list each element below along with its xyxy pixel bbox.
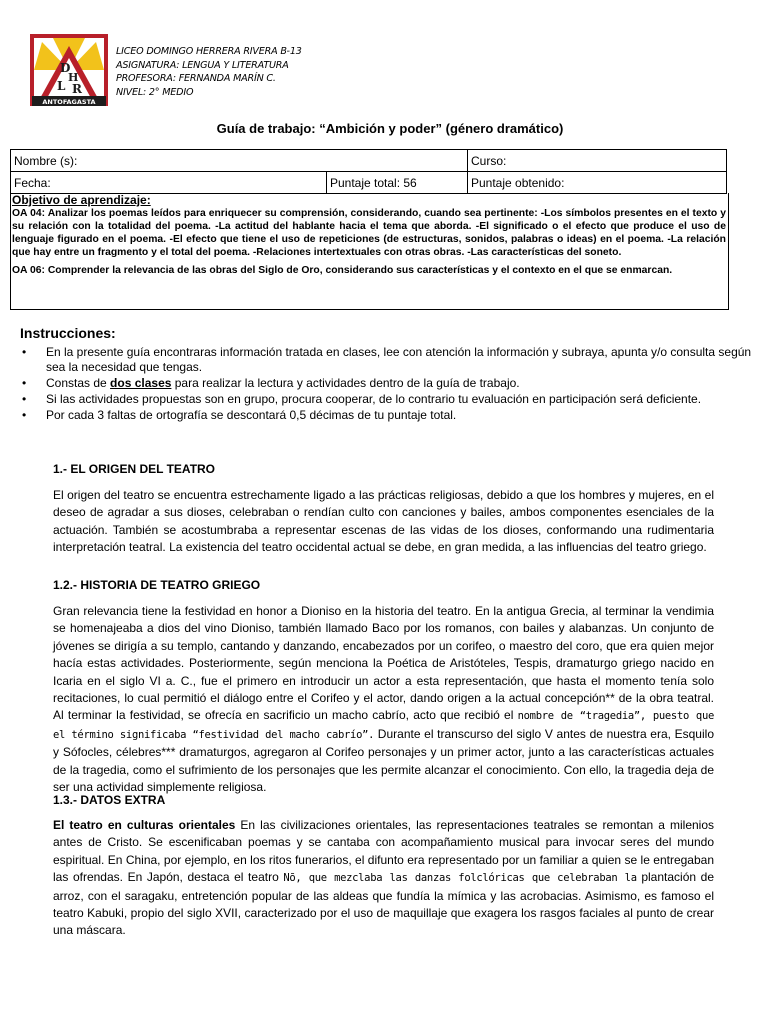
teacher: PROFESORA: FERNANDA MARÍN C. bbox=[116, 73, 276, 84]
greek-text-part: Gran relevancia tiene la festividad en honor a Dioniso en la historia del teatro. En la antigua Grecia, al terminar la vendimia se homenajeaba a dios del vino Dioniso, también llamado Baco por los romanos, con bailes y alabanzas. Un conjunto de jóvenes se dirigía a su templo, cantando y danzando, encabezados por un corifeo, o maestro del coro, que era quien mejor hacía estas actividades. Posteriormente, según menciona la Poética de Aristóteles, Tespis, dramaturgo griego nacido en Icaria en el siglo VI a. C., fue el primero en introducir un actor a esta representación, que hasta el momento tenía solo recitaciones, lo cual permitió el diálogo entre el Corifeo y el actor, dando origen a la actual concepción** de la obra teatral. Al terminar la festividad, se ofrecía en sacrificio un macho cabrío, acto que recibió el bbox=[53, 604, 714, 723]
bullet-icon: • bbox=[22, 407, 27, 422]
instruction-emphasis: dos clases bbox=[110, 375, 172, 390]
logo-letter-l: L bbox=[57, 79, 66, 93]
instruction-text: En la presente guía encontraras información tratada en clases, lee con atención la información y subraya, apunta y/o consulta según sea la necesidad que tengas. bbox=[46, 345, 752, 374]
extra-text-part: En las civilizaciones orientales, las representaciones teatrales se remontan a milenios antes de Cristo. Se escenificaban poemas y se cantaba con acompañamiento musical para invocar seres del mundo espiritual. En China, por ejemplo, en los ritos funerarios, el difunto era representado por un familiar a quien se le entregaban las ofrendas. En Japón, destaca el teatro bbox=[53, 818, 715, 885]
objective-oa06: OA 06: Comprender la relevancia de las obras del Siglo de Oro, considerando sus características y el contexto en el que se enmarcan. bbox=[12, 265, 673, 276]
logo-city: ANTOFAGASTA bbox=[42, 98, 96, 106]
total-score-field: Puntaje total: 56 bbox=[327, 172, 468, 194]
school-logo bbox=[22, 30, 116, 110]
guide-title: Guía de trabajo: “Ambición y poder” (género dramático) bbox=[216, 121, 564, 136]
date-field: Fecha: bbox=[11, 172, 327, 194]
instruction-item bbox=[10, 345, 755, 374]
section-greek-title: 1.2.- HISTORIA DE TEATRO GRIEGO bbox=[53, 578, 261, 592]
section-greek-text bbox=[53, 603, 714, 796]
objective-oa04: OA 04: Analizar los poemas leídos para enriquecer su comprensión, considerando, cuando sea pertinente: -Los símbolos presentes en el texto y su relación con la totalidad del poema. -La actitud del hablante hacia el tema que aborda. -El significado o el efecto que produce el uso de lenguaje figurado en el poema. -El efecto que tiene el uso de repeticiones (de estructuras, sonidos, palabras o ideas) en el poema. -La relación que hay entre un fragmento y el total del poema. -Relaciones intertextuales con otras obras. -Las características del soneto. bbox=[12, 208, 726, 258]
instruction-text: Constas de bbox=[46, 375, 111, 390]
greek-text-part: Durante el transcurso del siglo V antes de nuestra era, Esquilo y Sófocles, célebres*** dramaturgos, agregaron al Corifeo personajes y un primer actor, junto a las características actuales de la tragedia, como el sufrimiento de los personajes que les permite alcanzar el conocimiento. Con ello, la tragedia deja de ser una actividad simplemente religiosa. bbox=[53, 726, 714, 795]
instructions-list bbox=[10, 345, 755, 424]
instructions-title: Instrucciones: bbox=[20, 325, 116, 341]
subject: ASIGNATURA: LENGUA Y LITERATURA bbox=[116, 59, 289, 71]
bullet-icon: • bbox=[22, 375, 27, 390]
logo-letter-h: H bbox=[68, 71, 79, 84]
course-field: Curso: bbox=[468, 150, 727, 172]
instruction-item bbox=[10, 408, 755, 423]
greek-text-part: nombre de “tragedia”, puesto que el término significaba “festividad del macho cabrío”. bbox=[53, 710, 714, 741]
header-info bbox=[116, 45, 302, 99]
logo-letter-d: D bbox=[60, 61, 71, 75]
instruction-item bbox=[10, 376, 755, 391]
level: NIVEL: 2° MEDIO bbox=[116, 86, 194, 98]
student-info-table bbox=[10, 149, 727, 194]
extra-text-part: Nō, que mezclaba las danzas folclóricas que celebraban la bbox=[283, 872, 637, 885]
name-field: Nombre (s): bbox=[11, 150, 468, 172]
extra-lead: El teatro en culturas orientales bbox=[53, 818, 236, 832]
obtained-score-field: Puntaje obtenido: bbox=[468, 172, 727, 194]
section-origin-title: 1.- EL ORIGEN DEL TEATRO bbox=[53, 462, 216, 476]
section-extra-title: 1.3.- DATOS EXTRA bbox=[53, 793, 166, 807]
bullet-icon: • bbox=[22, 345, 27, 359]
section-extra-text bbox=[53, 817, 714, 940]
instruction-text: Si las actividades propuestas son en grupo, procura cooperar, de lo contrario tu evaluación en participación será deficiente. bbox=[46, 391, 702, 406]
instruction-text: para realizar la lectura y actividades dentro de la guía de trabajo. bbox=[171, 375, 520, 390]
objectives-heading: Objetivo de aprendizaje: bbox=[12, 193, 151, 207]
instruction-text: Por cada 3 faltas de ortografía se descontará 0,5 décimas de tu puntaje total. bbox=[46, 407, 457, 422]
section-origin-text: El origen del teatro se encuentra estrechamente ligado a las prácticas religiosas, debido a que los hombres y mujeres, en el deseo de agradar a sus dioses, celebraban o rendían culto con canciones y bailes, ambos componentes esenciales de la actuación. También se acostumbraba a representar escenas de las vidas de los dioses, conformando una rudimentaria interpretación teatral. La existencia del teatro occidental actual se debe, en gran medida, a las influencias del teatro griego. bbox=[53, 488, 714, 555]
instruction-item bbox=[10, 392, 755, 407]
logo-letter-r: R bbox=[72, 82, 82, 96]
learning-objectives bbox=[10, 193, 729, 310]
school-name: LICEO DOMINGO HERRERA RIVERA B-13 bbox=[116, 46, 302, 57]
bullet-icon: • bbox=[22, 391, 27, 406]
extra-text-part: plantación de arroz, con el saragaku, entretención popular de las aldeas que fundía la mímica y las acrobacias. Asimismo, es famoso el teatro Kabuki, propio del siglo XVII, caracterizado por el uso de maquillaje que exagera los rasgos faciales al punto de crear una máscara. bbox=[53, 870, 714, 938]
